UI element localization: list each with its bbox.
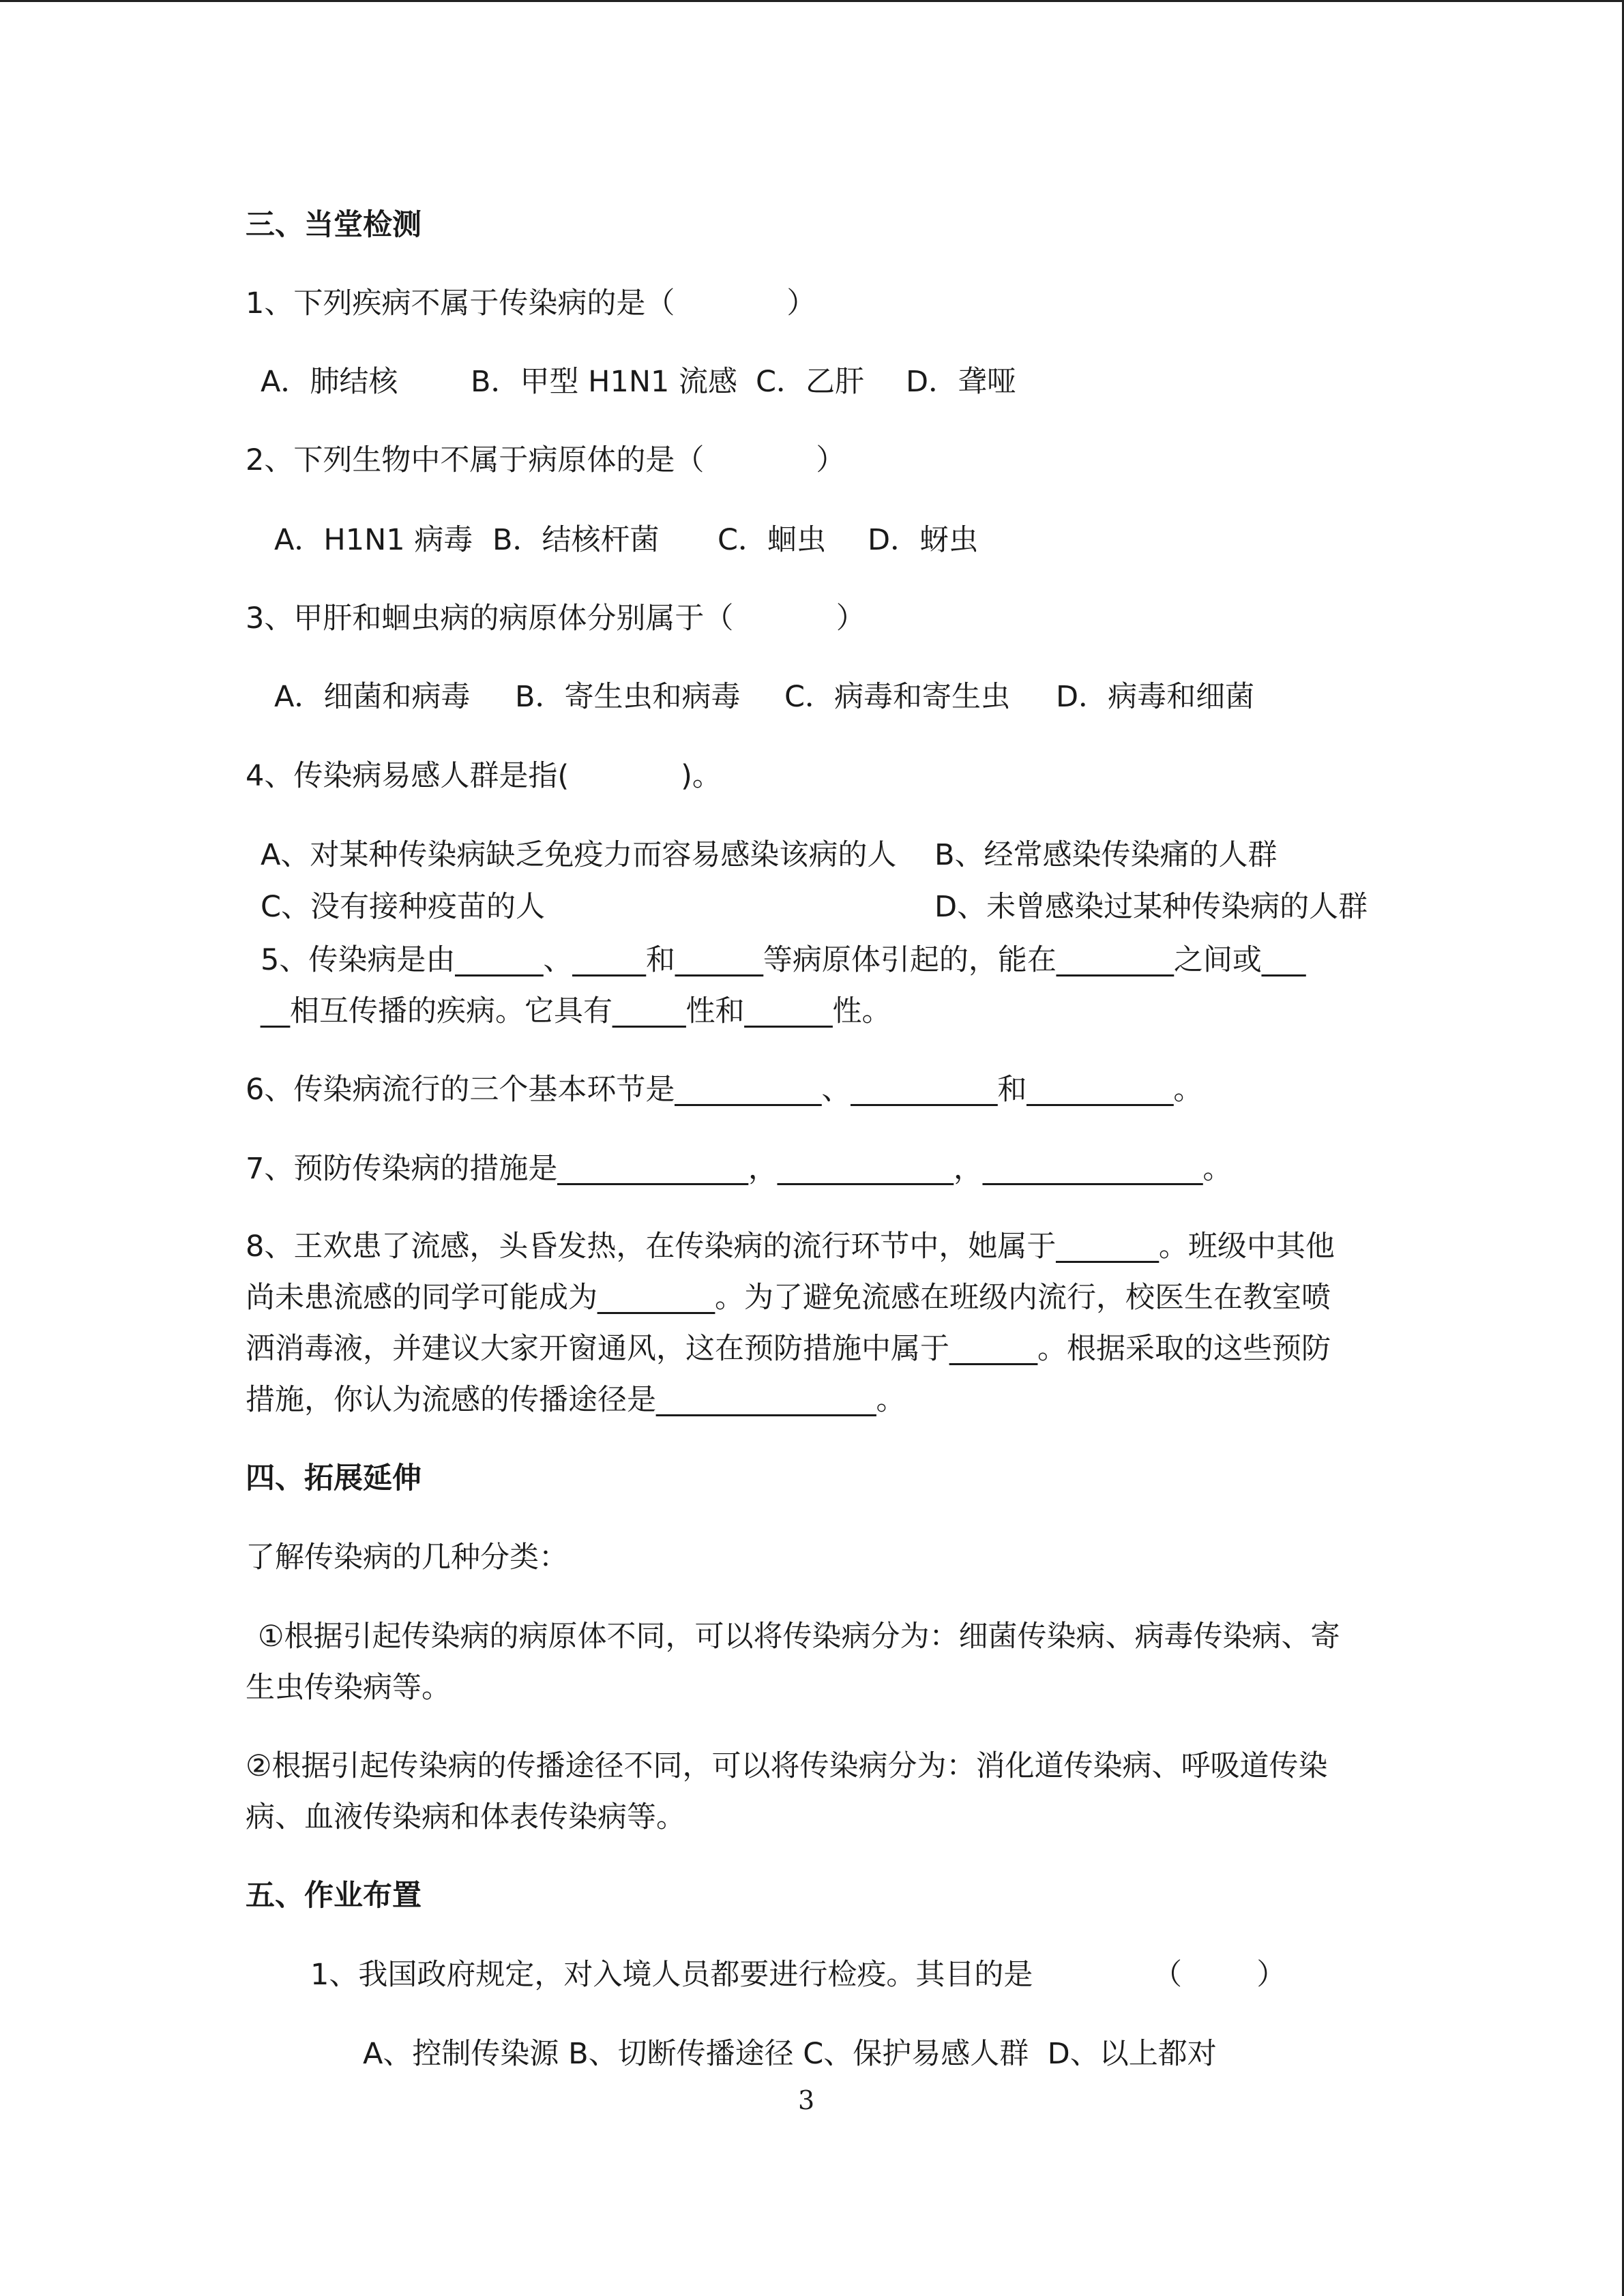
q8-line-2: 尚未患流感的同学可能成为________。为了避免流感在班级内流行，校医生在教室喷 [246,1281,1331,1315]
q1-option-d: D．聋哑 [906,365,1017,399]
q3-stem: 3、甲肝和蛔虫病的病原体分别属于（ ） [246,601,866,636]
q4-option-c: C、没有接种疫苗的人 [261,890,546,924]
q8-line-4: 措施，你认为流感的传播途径是_______________。 [246,1383,906,1417]
section-5-title: 五、作业布置 [246,1879,422,1913]
q6-text: 6、传染病流行的三个基本环节是__________、__________和__________。 [246,1073,1203,1107]
q8-line-3: 洒消毒液，并建议大家开窗通风，这在预防措施中属于______。根据采取的这些预防 [246,1332,1331,1366]
hw1-answer-paren: （ ） [1153,1958,1286,1992]
q4-option-a: A、对某种传染病缺乏免疫力而容易感染该病的人 [261,838,897,872]
section-4-title: 四、拓展延伸 [246,1461,422,1495]
section-3-title: 三、当堂检测 [246,208,422,242]
q3-option-c: C．病毒和寄生虫 [784,680,1011,714]
q8-line-1: 8、王欢患了流感，头昏发热，在传染病的流行环节中，她属于_______。班级中其他 [246,1229,1335,1264]
q1-option-c: C．乙肝 [756,365,865,399]
extend-point-1-line-1: ①根据引起传染病的病原体不同，可以将传染病分为：细菌传染病、病毒传染病、寄 [258,1620,1340,1654]
q1-option-a: A．肺结核 [261,365,398,399]
page-top-border [0,0,1623,5]
q4-option-d: D、未曾感染过某种传染病的人群 [934,890,1368,924]
extend-intro: 了解传染病的几种分类： [246,1540,568,1575]
q2-option-d: D．蚜虫 [868,523,979,557]
q7-text: 7、预防传染病的措施是_____________，____________，_______________。 [246,1152,1232,1186]
q2-option-a: A．H1N1 病毒 [274,523,473,557]
q3-option-b: B．寄生虫和病毒 [515,680,741,714]
q5-line-2: __相互传播的疾病。它具有_____性和______性。 [261,994,891,1028]
extend-point-2-line-1: ②根据引起传染病的传播途径不同，可以将传染病分为：消化道传染病、呼吸道传染 [246,1749,1328,1783]
q1-stem: 1、下列疾病不属于传染病的是（ ） [246,286,816,320]
q3-option-d: D．病毒和细菌 [1056,680,1255,714]
extend-point-2-line-2: 病、血液传染病和体表传染病等。 [246,1800,685,1834]
q3-option-a: A．细菌和病毒 [274,680,471,714]
extend-point-1-line-2: 生虫传染病等。 [246,1671,451,1705]
q2-option-b: B．结核杆菌 [492,523,660,557]
q2-stem: 2、下列生物中不属于病原体的是（ ） [246,443,846,477]
hw1-stem: 1、我国政府规定，对入境人员都要进行检疫。其目的是 [310,1958,1033,1992]
hw1-options: A、控制传染源 B、切断传播途径 C、保护易感人群 D、以上都对 [363,2037,1217,2071]
page-number: 3 [798,2085,815,2115]
q2-option-c: C．蛔虫 [718,523,827,557]
q4-option-b: B、经常感染传染痛的人群 [934,838,1278,872]
q1-option-b: B．甲型 H1N1 流感 [471,365,738,399]
q4-stem: 4、传染病易感人群是指( )。 [246,759,722,793]
q5-line-1: 5、传染病是由______、_____和______等病原体引起的，能在________之间或___ [261,943,1306,977]
